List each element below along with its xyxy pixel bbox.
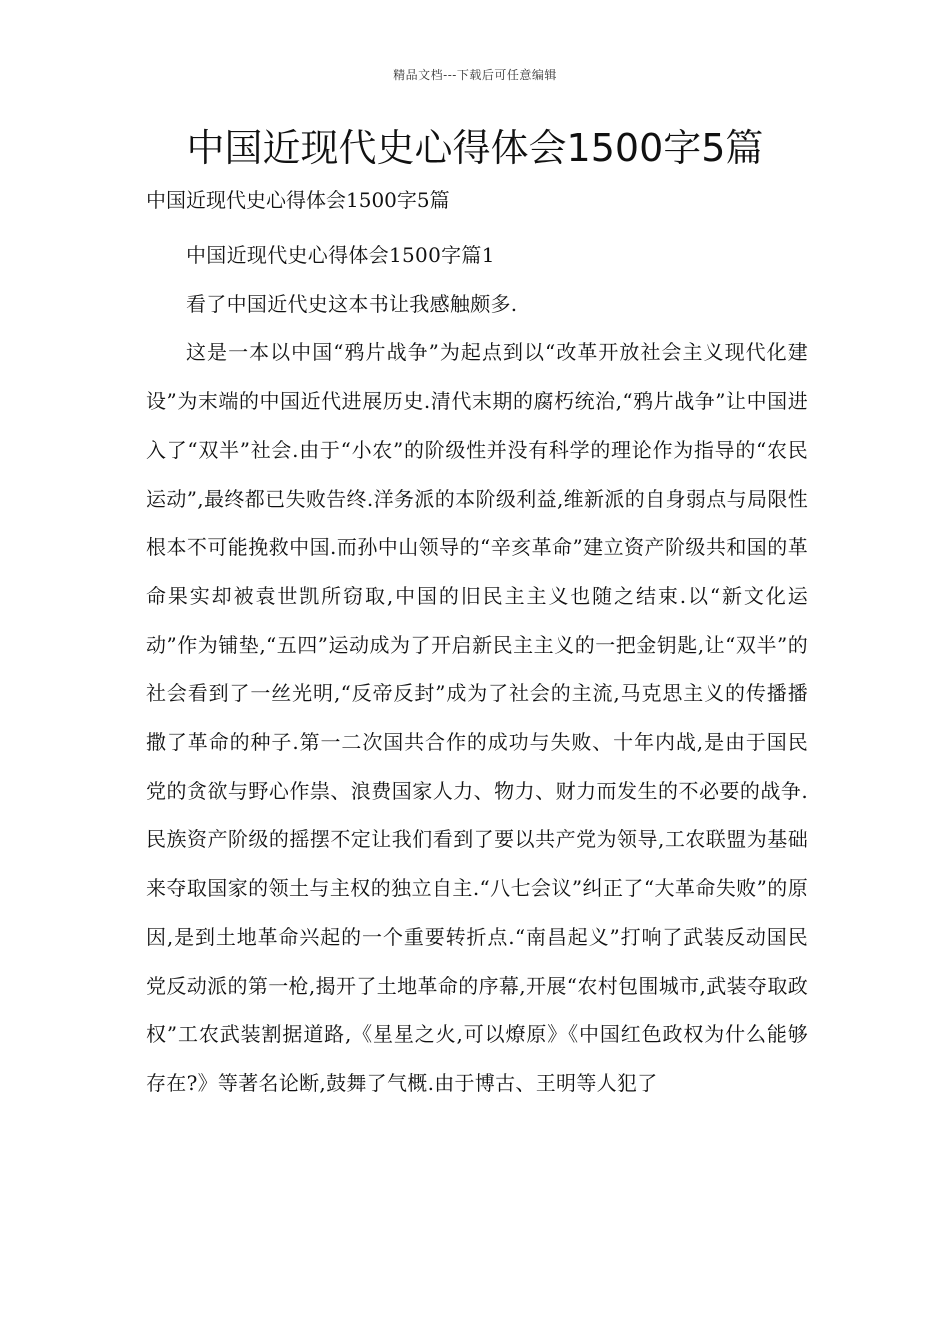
section-heading: 中国近现代史心得体会1500字篇1 (186, 243, 495, 267)
document-title: 中国近现代史心得体会1500字5篇 (186, 126, 764, 170)
header-note: 精品文档---下载后可任意编辑 (393, 68, 557, 82)
document-subtitle: 中国近现代史心得体会1500字5篇 (146, 188, 450, 212)
paragraph-1: 看了中国近代史这本书让我感触颇多. (186, 291, 518, 316)
paragraph-2: 这是一本以中国“鸦片战争”为起点到以“改革开放社会主义现代化建设”为末端的中国近代进展历史.清代末期的腐朽统治,“鸦片战争”让中国进入了“双半”社会.由于“小农”的阶级性并没有科学的理论作为指导的“农民运动”,最终都已失败告终.洋务派的本阶级利益,维新派的自身弱点与局限性根本不可能挽救中国.而孙中山领导的“辛亥革命”建立资产阶级共和国的革命果实却被袁世凯所窃取,中国的旧民主主义也随之结束.以“新文化运动”作为铺垫,“五四”运动成为了开启新民主主义的一把金钥匙,让“双半”的社会看到了一丝光明,“反帝反封”成为了社会的主流,马克思主义的传播播撒了革命的种子.第一二次国共合作的成功与失败、十年内战,是由于国民党的贪欲与野心作祟、浪费国家人力、物力、财力而发生的不必要的战争.民族资产阶级的摇摆不定让我们看到了要以共产党为领导,工农联盟为基础来夺取国家的领土与主权的独立自主.“八七会议”纠正了“大革命失败”的原因,是到土地革命兴起的一个重要转折点.“南昌起义”打响了武装反动国民党反动派的第一枪,揭开了土地革命的序幕,开展“农村包围城市,武装夺取政权”工农武装割据道路,《星星之火,可以燎原》《中国红色政权为什么能够存在?》等著名论断,鼓舞了气概.由于博古、王明等人犯了 (146, 340, 808, 1095)
document-body (146, 231, 808, 1108)
